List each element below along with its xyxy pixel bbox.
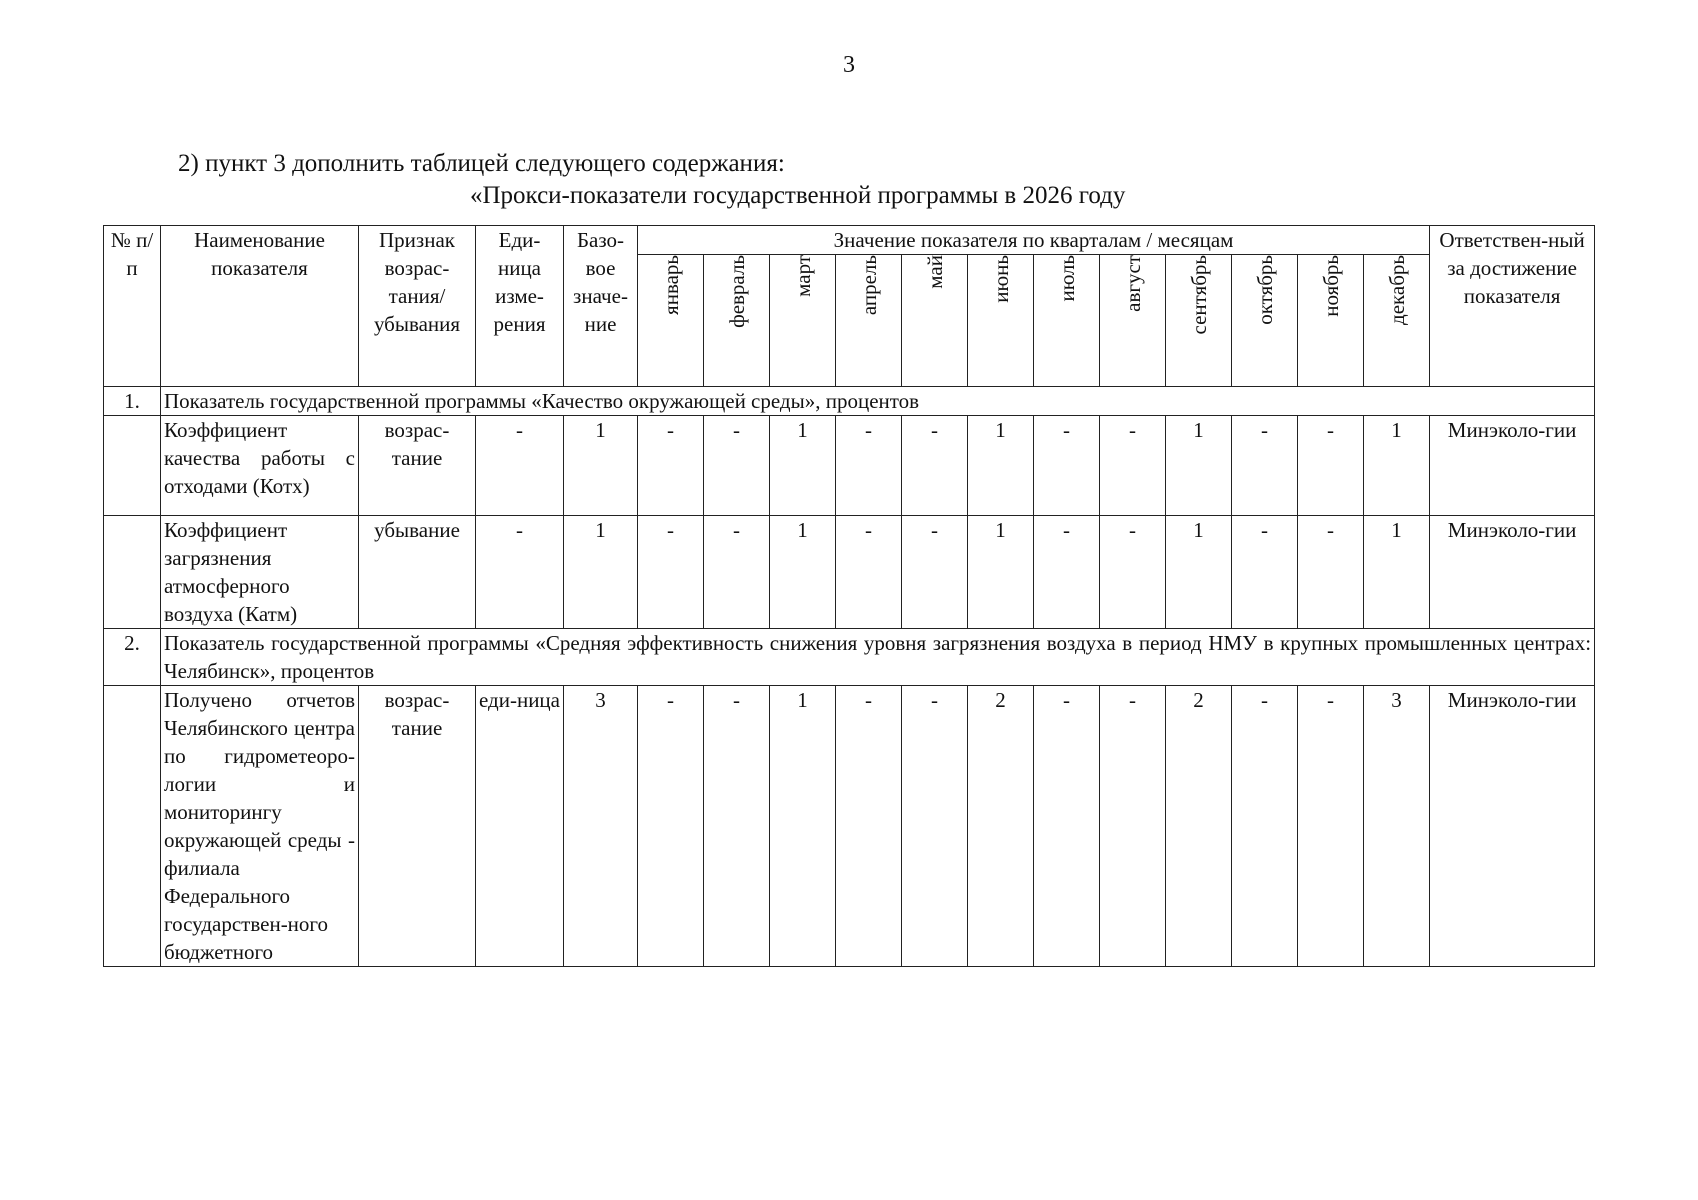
row-num-cell <box>104 686 161 967</box>
header-month-label: сентябрь <box>1186 255 1211 335</box>
header-month-label: май <box>922 255 947 289</box>
header-month <box>1232 255 1298 387</box>
row-num-cell <box>104 416 161 516</box>
month-value: 1 <box>1166 516 1232 629</box>
header-month <box>1166 255 1232 387</box>
header-month <box>1298 255 1364 387</box>
header-month <box>902 255 968 387</box>
header-month <box>968 255 1034 387</box>
header-month <box>1100 255 1166 387</box>
indicator-unit: еди-ница <box>476 686 564 967</box>
month-value: - <box>1100 686 1166 967</box>
month-value: - <box>1232 516 1298 629</box>
header-base: Базо-вое значе-ние <box>564 226 638 387</box>
header-month <box>704 255 770 387</box>
month-value: - <box>1298 516 1364 629</box>
header-num: № п/п <box>104 226 161 387</box>
page-number: 3 <box>843 52 855 78</box>
indicator-base: 3 <box>564 686 638 967</box>
header-row <box>104 226 1595 255</box>
header-month <box>638 255 704 387</box>
month-value: 2 <box>1166 686 1232 967</box>
indicator-row <box>104 686 1595 967</box>
indicators-table <box>103 225 1595 967</box>
header-values-group: Значение показателя по кварталам / месяцам <box>638 226 1430 255</box>
section-title: Показатель государственной программы «Качество окружающей среды», процентов <box>161 387 1595 416</box>
month-value: - <box>836 686 902 967</box>
month-value: - <box>1100 416 1166 516</box>
month-value: - <box>1100 516 1166 629</box>
header-unit: Еди-ница изме-рения <box>476 226 564 387</box>
month-value: - <box>902 516 968 629</box>
indicator-name: Коэффициент загрязнения атмосферного воздуха (Катм) <box>161 516 359 629</box>
header-month-label: июнь <box>988 255 1013 303</box>
header-month-label: декабрь <box>1384 255 1409 325</box>
header-responsible: Ответствен-ный за достижение показателя <box>1430 226 1595 387</box>
table-caption: «Прокси-показатели государственной программы в 2026 году <box>470 182 1126 209</box>
header-month <box>836 255 902 387</box>
month-value: - <box>902 416 968 516</box>
month-value: 1 <box>968 416 1034 516</box>
month-value: 3 <box>1364 686 1430 967</box>
header-sign: Признак возрас-тания/ убывания <box>359 226 476 387</box>
indicator-name: Коэффициент качества работы с отходами (Котх) <box>161 416 359 516</box>
month-value: - <box>1232 686 1298 967</box>
indicator-responsible: Минэколо-гии <box>1430 516 1595 629</box>
month-value: 1 <box>1364 516 1430 629</box>
header-month-label: ноябрь <box>1318 255 1343 317</box>
indicator-base: 1 <box>564 516 638 629</box>
indicator-responsible: Минэколо-гии <box>1430 686 1595 967</box>
indicator-responsible: Минэколо-гии <box>1430 416 1595 516</box>
month-value: - <box>1034 516 1100 629</box>
section-title: Показатель государственной программы «Средняя эффективность снижения уровня загрязнения воздуха в период НМУ в крупных промышленных центрах: Челябинск», процентов <box>161 629 1595 686</box>
month-value: 1 <box>770 516 836 629</box>
header-month-label: октябрь <box>1252 255 1277 325</box>
indicator-unit: - <box>476 516 564 629</box>
month-value: - <box>704 416 770 516</box>
month-value: - <box>1298 416 1364 516</box>
intro-text: 2) пункт 3 дополнить таблицей следующего содержания: <box>178 150 785 177</box>
month-value: 1 <box>770 416 836 516</box>
header-month <box>770 255 836 387</box>
header-name: Наименование показателя <box>161 226 359 387</box>
month-value: - <box>704 516 770 629</box>
month-value: - <box>638 686 704 967</box>
indicator-sign: возрас-тание <box>359 686 476 967</box>
month-value: - <box>704 686 770 967</box>
indicator-unit: - <box>476 416 564 516</box>
indicator-name: Получено отчетов Челябинского центра по гидрометеоро-логии и мониторингу окружающей среды - филиала Федерального государствен-ного бюджетного <box>161 686 359 967</box>
indicator-sign: возрас-тание <box>359 416 476 516</box>
indicator-row <box>104 516 1595 629</box>
header-month <box>1364 255 1430 387</box>
header-month-label: апрель <box>856 255 881 316</box>
section-num: 2. <box>104 629 161 686</box>
month-value: - <box>638 516 704 629</box>
header-month <box>1034 255 1100 387</box>
section-row <box>104 629 1595 686</box>
section-num: 1. <box>104 387 161 416</box>
month-value: - <box>836 516 902 629</box>
header-month-label: июль <box>1054 255 1079 302</box>
month-value: - <box>836 416 902 516</box>
month-value: - <box>1034 416 1100 516</box>
header-month-label: март <box>790 255 815 297</box>
header-month-label: январь <box>658 255 683 315</box>
section-row <box>104 387 1595 416</box>
month-value: 1 <box>770 686 836 967</box>
month-value: 1 <box>1166 416 1232 516</box>
month-value: - <box>638 416 704 516</box>
month-value: - <box>902 686 968 967</box>
indicator-base: 1 <box>564 416 638 516</box>
month-value: - <box>1298 686 1364 967</box>
row-num-cell <box>104 516 161 629</box>
indicator-row <box>104 416 1595 516</box>
month-value: 1 <box>968 516 1034 629</box>
indicator-sign: убывание <box>359 516 476 629</box>
month-value: - <box>1232 416 1298 516</box>
header-month-label: август <box>1120 255 1145 312</box>
month-value: - <box>1034 686 1100 967</box>
header-month-label: февраль <box>724 255 749 328</box>
month-value: 1 <box>1364 416 1430 516</box>
month-value: 2 <box>968 686 1034 967</box>
